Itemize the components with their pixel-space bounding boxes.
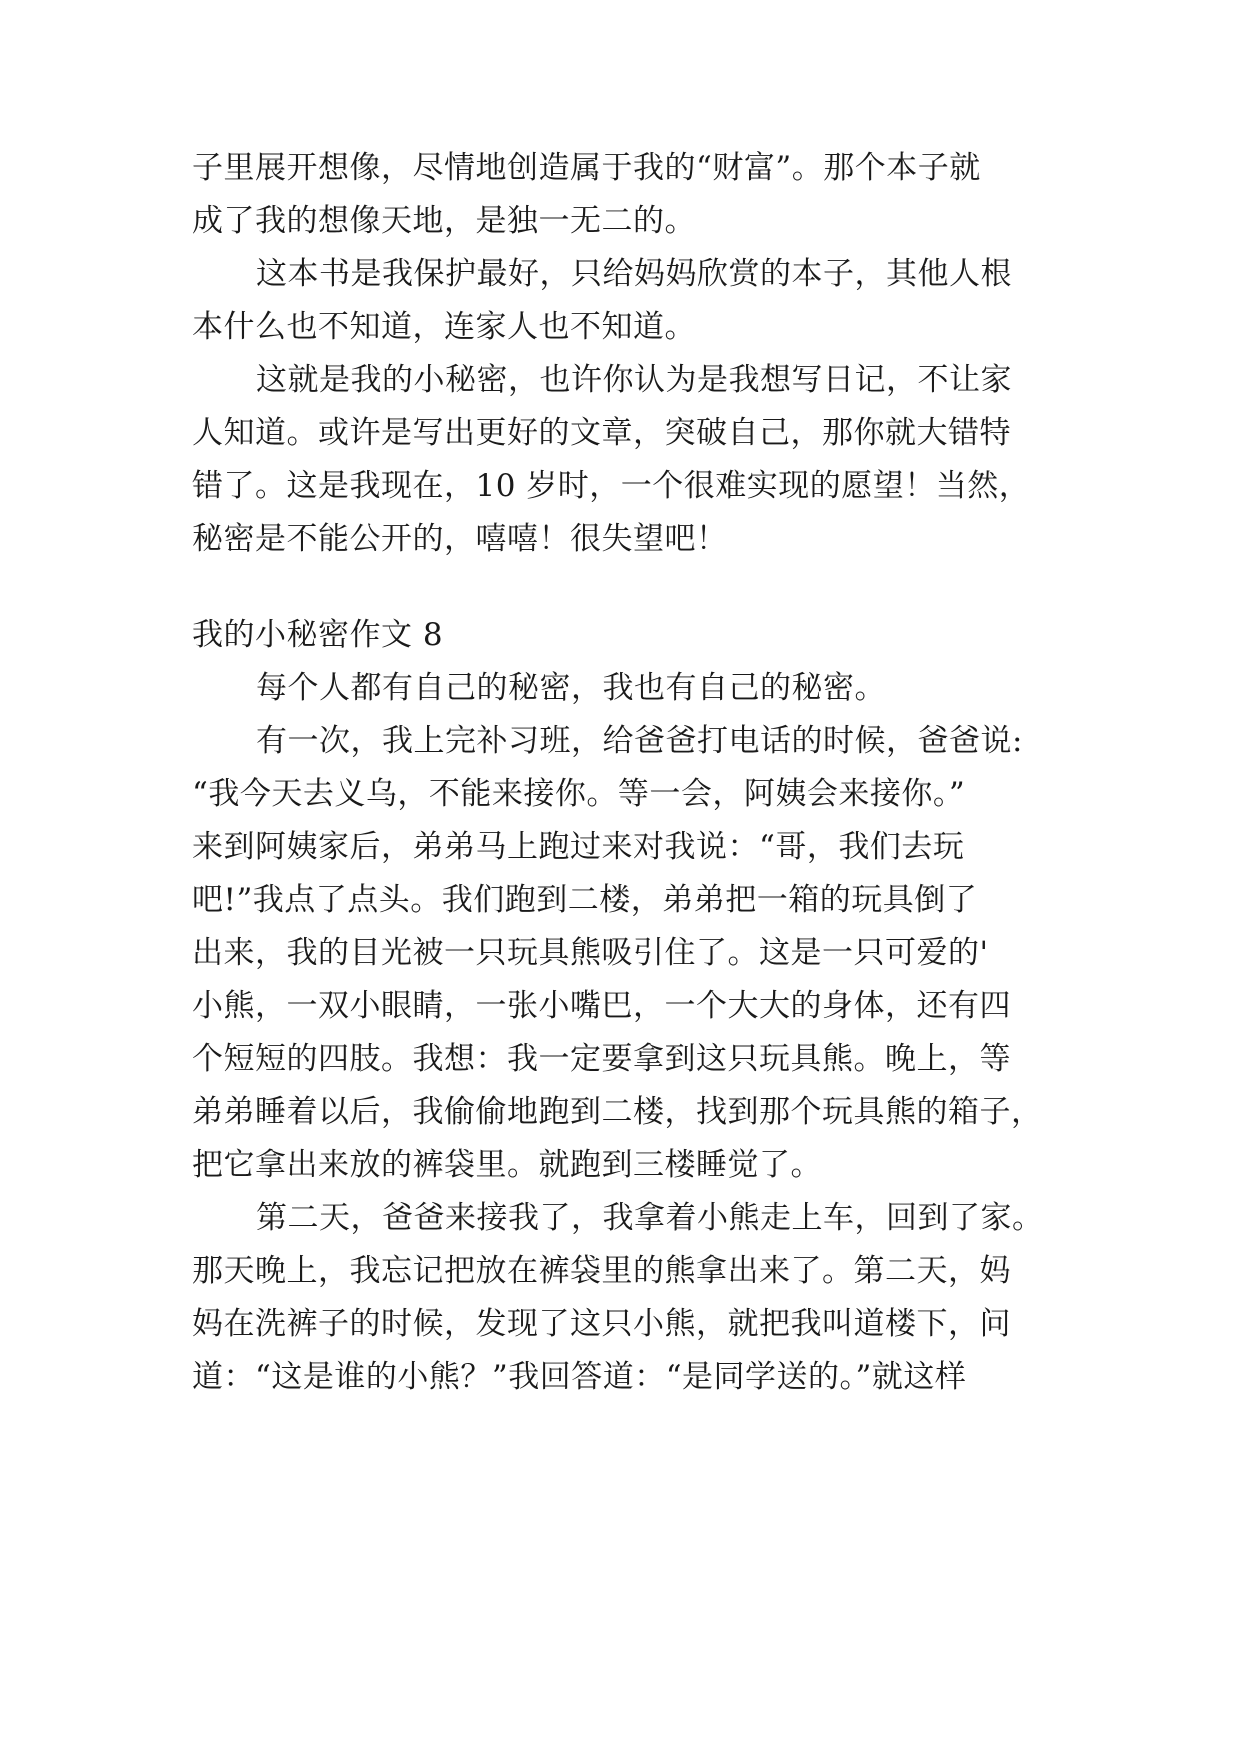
text-line: 出来，我的目光被一只玩具熊吸引住了。这是一只可爱的' — [192, 935, 989, 971]
text-line: 个短短的四肢。我想：我一定要拿到这只玩具熊。晚上，等 — [192, 1041, 1011, 1077]
section-title: 我的小秘密作文 8 — [192, 617, 444, 653]
text-line: 道：“这是谁的小熊？”我回答道：“是同学送的。”就这样 — [192, 1359, 967, 1395]
text-line: 本什么也不知道，连家人也不知道。 — [192, 309, 696, 345]
text-line: 弟弟睡着以后，我偷偷地跑到二楼，找到那个玩具熊的箱子， — [192, 1094, 1043, 1130]
text-line: 来到阿姨家后，弟弟马上跑过来对我说：“哥，我们去玩 — [192, 829, 965, 865]
text-line: 第二天，爸爸来接我了，我拿着小熊走上车，回到了家。 — [256, 1200, 1044, 1236]
text-line: 每个人都有自己的秘密，我也有自己的秘密。 — [256, 670, 886, 706]
text-line: 把它拿出来放的裤袋里。就跑到三楼睡觉了。 — [192, 1147, 822, 1183]
text-line: 成了我的想像天地，是独一无二的。 — [192, 203, 696, 239]
text-line: 妈在洗裤子的时候，发现了这只小熊，就把我叫道楼下，问 — [192, 1306, 1011, 1342]
text-line: 这就是我的小秘密，也许你认为是我想写日记，不让家 — [256, 362, 1012, 398]
text-line: 这本书是我保护最好，只给妈妈欣赏的本子，其他人根 — [256, 256, 1012, 292]
text-line: 吧!”我点了点头。我们跑到二楼，弟弟把一箱的玩具倒了 — [192, 882, 978, 918]
text-line: 人知道。或许是写出更好的文章，突破自己，那你就大错特 — [192, 415, 1011, 451]
text-line: 小熊，一双小眼睛，一张小嘴巴，一个大大的身体，还有四 — [192, 988, 1011, 1024]
text-line: 那天晚上，我忘记把放在裤袋里的熊拿出来了。第二天，妈 — [192, 1253, 1011, 1289]
text-line: 秘密是不能公开的，嘻嘻！很失望吧！ — [192, 521, 728, 557]
text-line: 错了。这是我现在，10 岁时，一个很难实现的愿望！当然， — [192, 468, 1031, 504]
text-line: 有一次，我上完补习班，给爸爸打电话的时候，爸爸说: — [256, 723, 1023, 759]
text-line: “我今天去义乌，不能来接你。等一会，阿姨会来接你。” — [192, 776, 966, 812]
text-line: 子里展开想像，尽情地创造属于我的“财富”。那个本子就 — [192, 150, 981, 186]
